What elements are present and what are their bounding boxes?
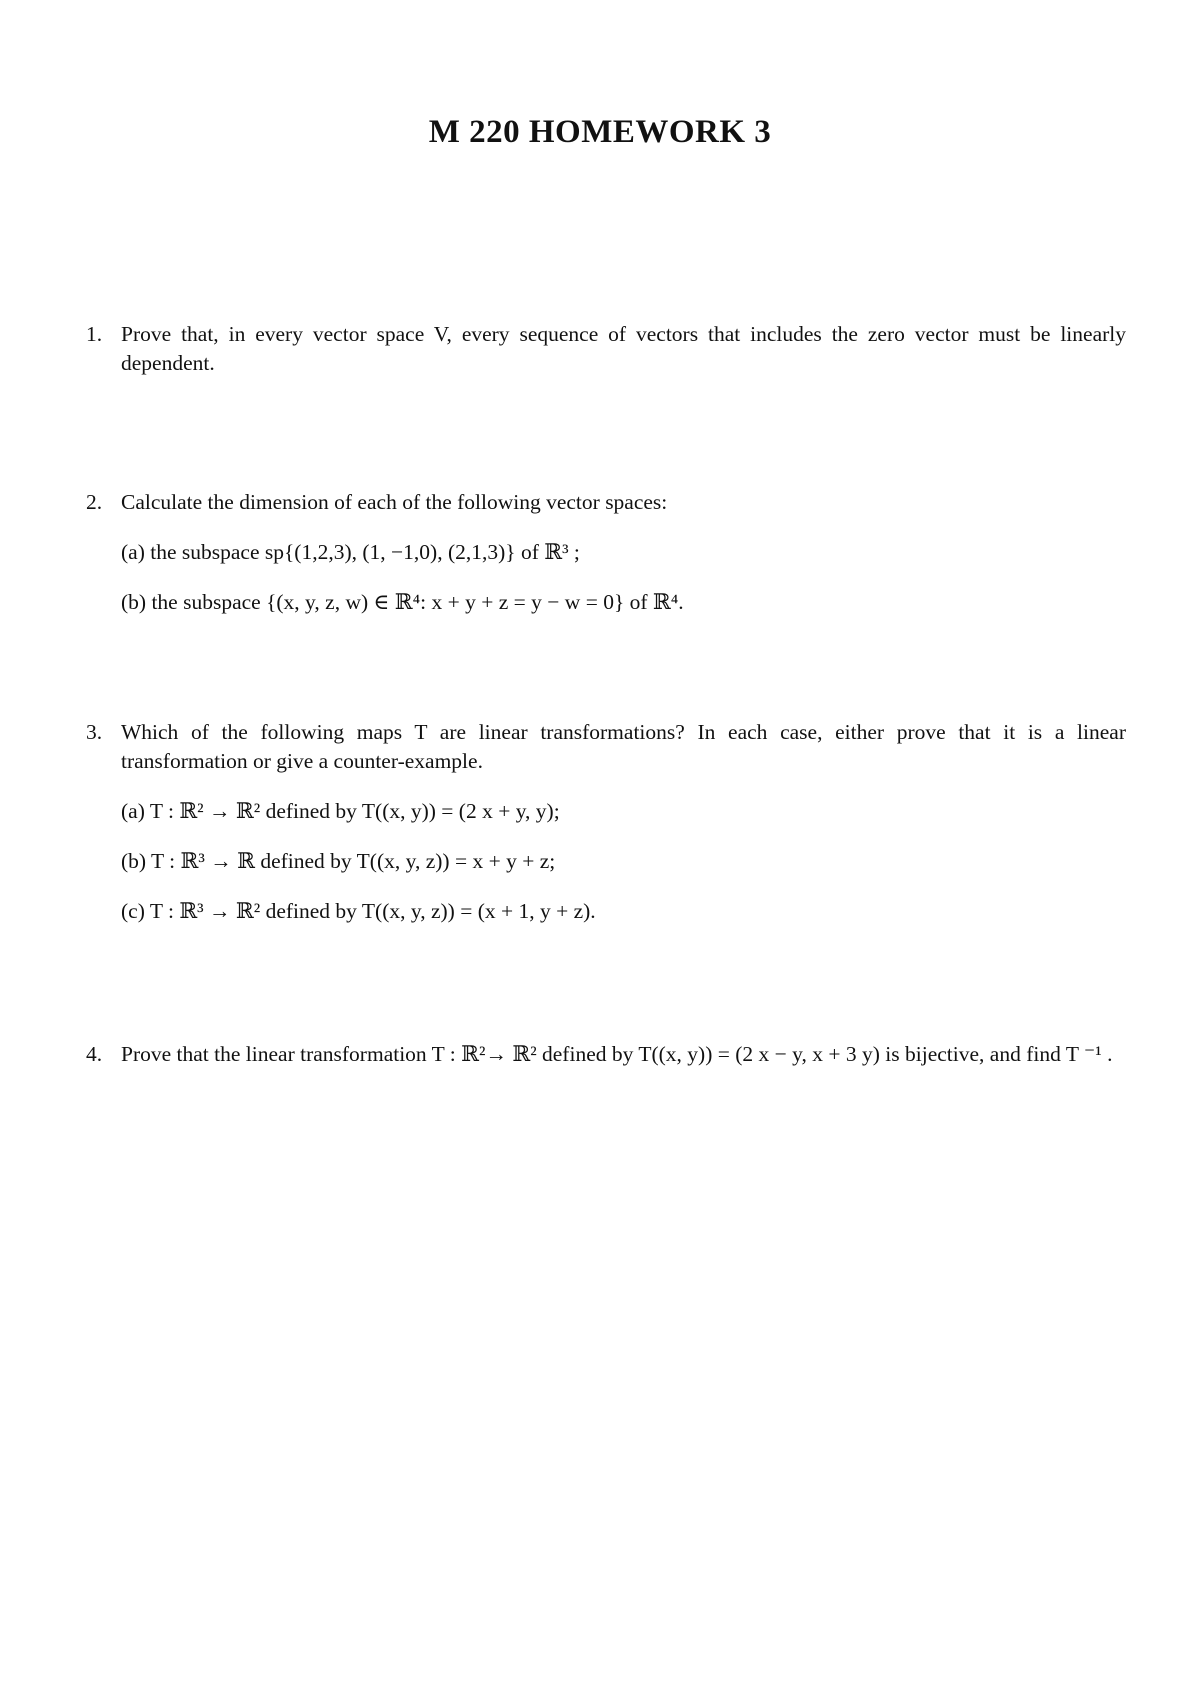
- page-title: M 220 HOMEWORK 3: [428, 114, 772, 150]
- problem-3-part-b: (b) T : ℝ³ → ℝ defined by T((x, y, z)) = x + y + z;: [121, 849, 556, 873]
- problem-3: [86, 718, 1126, 776]
- problem-number: 2.: [86, 490, 103, 514]
- problem-3-part-a: (a) T : ℝ² → ℝ² defined by T((x, y)) = (2 x + y, y);: [121, 799, 560, 823]
- problem-number: 4.: [86, 1042, 103, 1066]
- problem-number: 1.: [86, 322, 103, 346]
- problem-text: Prove that the linear transformation T : ℝ²→ ℝ² defined by T((x, y)) = (2 x − y, x + 3 y) is bijective, and find T ⁻¹ .: [121, 1042, 1113, 1066]
- problem-2-part-a: (a) the subspace sp{(1,2,3), (1, −1,0), (2,1,3)} of ℝ³ ;: [121, 540, 580, 564]
- problem-3-part-c: (c) T : ℝ³ → ℝ² defined by T((x, y, z)) = (x + 1, y + z).: [121, 899, 596, 923]
- problem-1: [86, 320, 1126, 378]
- problem-2: [86, 488, 1126, 517]
- problem-4: [86, 1040, 1126, 1069]
- problem-text: Which of the following maps T are linear transformations? In each case, either prove that it is a linear transformation or give a counter-example.: [121, 720, 1126, 773]
- problem-2-part-b: (b) the subspace {(x, y, z, w) ∈ ℝ⁴: x + y + z = y − w = 0} of ℝ⁴.: [121, 590, 684, 614]
- problem-text: Prove that, in every vector space V, every sequence of vectors that includes the zero vector must be linearly dependent.: [121, 322, 1126, 375]
- problem-number: 3.: [86, 720, 103, 744]
- problem-text: Calculate the dimension of each of the following vector spaces:: [121, 490, 668, 514]
